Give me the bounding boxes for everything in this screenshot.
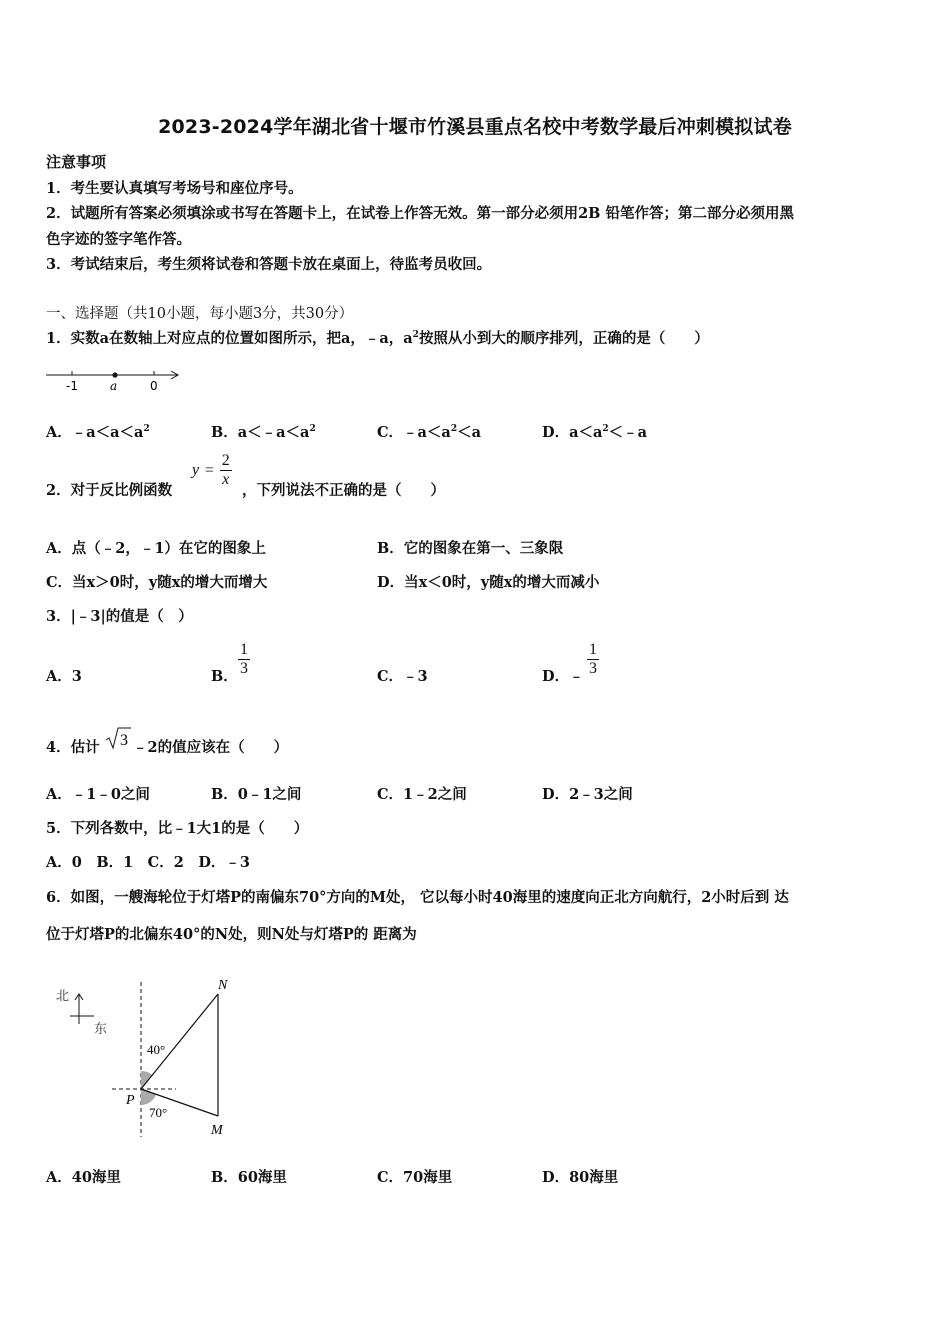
q6-option-a[interactable]: A．40海里 — [46, 1169, 121, 1186]
question-6-line-2: 位于灯塔P的北偏东40°的N处，则N处与灯塔P的 距离为 — [46, 926, 417, 943]
section-heading: 一、选择题（共10小题，每小题3分，共30分） — [46, 306, 354, 322]
radicand: 3 — [120, 732, 128, 749]
q5-options[interactable]: A．0 B．1 C．2 D．﹣3 — [46, 854, 250, 871]
q3-option-d-label[interactable]: D．﹣ — [542, 668, 584, 685]
question-1-stem: 1．实数a在数轴上对应点的位置如图所示，把a，﹣a，$a^2$按照从小到大的顺序排列，正确的是（ ） — [46, 330, 709, 347]
q4-option-c[interactable]: C．1﹣2之间 — [377, 786, 467, 803]
q4-option-a[interactable]: A．﹣1﹣0之间 — [46, 786, 150, 803]
function-formula: y = $\frac{2}{x}$ — [192, 452, 230, 488]
notice-item: 2．试题所有答案必须填涂或书写在答题卡上，在试卷上作答无效。第一部分必须用2B 铅笔作答；第二部分必须用黑 — [46, 205, 794, 222]
q4-option-d[interactable]: D．2﹣3之间 — [542, 786, 633, 803]
q1-option-c[interactable]: C．$﹣a<a^2<a$ — [377, 424, 482, 441]
q6-option-c[interactable]: C．70海里 — [377, 1169, 453, 1186]
point-M-label: M — [211, 1123, 223, 1138]
q3-option-c[interactable]: C．﹣3 — [377, 668, 428, 685]
question-5-stem: 5．下列各数中，比﹣1大1的是（ ） — [46, 820, 309, 837]
q2-option-a[interactable]: A．点（﹣2，﹣1）在它的图象上 — [46, 540, 266, 557]
q6-option-d[interactable]: D．80海里 — [542, 1169, 619, 1186]
q1-option-b[interactable]: B．$a<﹣a<a^2$ — [211, 424, 316, 441]
point-N-label: N — [218, 978, 228, 993]
question-2-stem-start: 2．对于反比例函数 — [46, 482, 173, 499]
sqrt-symbol — [104, 725, 132, 751]
tick-label: a — [110, 379, 118, 393]
q4-option-b[interactable]: B．0﹣1之间 — [211, 786, 302, 803]
question-4-stem-end: ﹣2的值应该在（ ） — [133, 739, 289, 756]
q6-option-b[interactable]: B．60海里 — [211, 1169, 287, 1186]
question-6-line-1: 6．如图，一艘海轮位于灯塔P的南偏东70°方向的M处， 它以每小时40海里的速度向正北方向航行，2小时后到 达 — [46, 889, 789, 906]
question-3-stem: 3．|﹣3|的值是（ ） — [46, 608, 193, 625]
q3-option-b-label[interactable]: B． — [211, 668, 238, 685]
q3-option-b-fraction: $\frac{1}{3}$ — [240, 641, 248, 677]
navigation-figure — [48, 972, 258, 1142]
point-a — [112, 372, 117, 377]
q1-option-d[interactable]: D．$a<a^2<﹣a$ — [542, 424, 648, 441]
page-title: 2023-2024学年湖北省十堰市竹溪县重点名校中考数学最后冲刺模拟试卷 — [158, 116, 792, 138]
angle-40-label: 40° — [147, 1042, 166, 1057]
notice-item: 色字迹的签字笔作答。 — [46, 231, 191, 248]
q1-option-a[interactable]: A．$﹣a<a<a^2$ — [46, 424, 150, 441]
east-label: 东 — [94, 1022, 108, 1037]
q2-option-d[interactable]: D．当x＜0时，y随x的增大而减小 — [377, 574, 600, 591]
point-P-label: P — [126, 1093, 135, 1108]
tick-label: -1 — [66, 379, 78, 393]
q3-option-d-fraction: $\frac{1}{3}$ — [589, 641, 597, 677]
north-label: 北 — [56, 989, 70, 1004]
angle-70-label: 70° — [149, 1105, 168, 1120]
question-2-stem-end: ，下列说法不正确的是（ ） — [242, 482, 445, 499]
notice-item: 1．考生要认真填写考场号和座位序号。 — [46, 180, 303, 197]
number-line-figure — [44, 362, 184, 394]
question-4-stem-start: 4．估计 — [46, 739, 100, 756]
notice-item: 3．考试结束后，考生须将试卷和答题卡放在桌面上，待监考员收回。 — [46, 256, 492, 273]
notice-heading: 注意事项 — [46, 153, 107, 171]
q3-option-a[interactable]: A．3 — [46, 668, 82, 685]
tick-label: 0 — [150, 379, 158, 393]
q2-option-b[interactable]: B．它的图象在第一、三象限 — [377, 540, 564, 557]
q2-option-c[interactable]: C．当x＞0时，y随x的增大而增大 — [46, 574, 268, 591]
